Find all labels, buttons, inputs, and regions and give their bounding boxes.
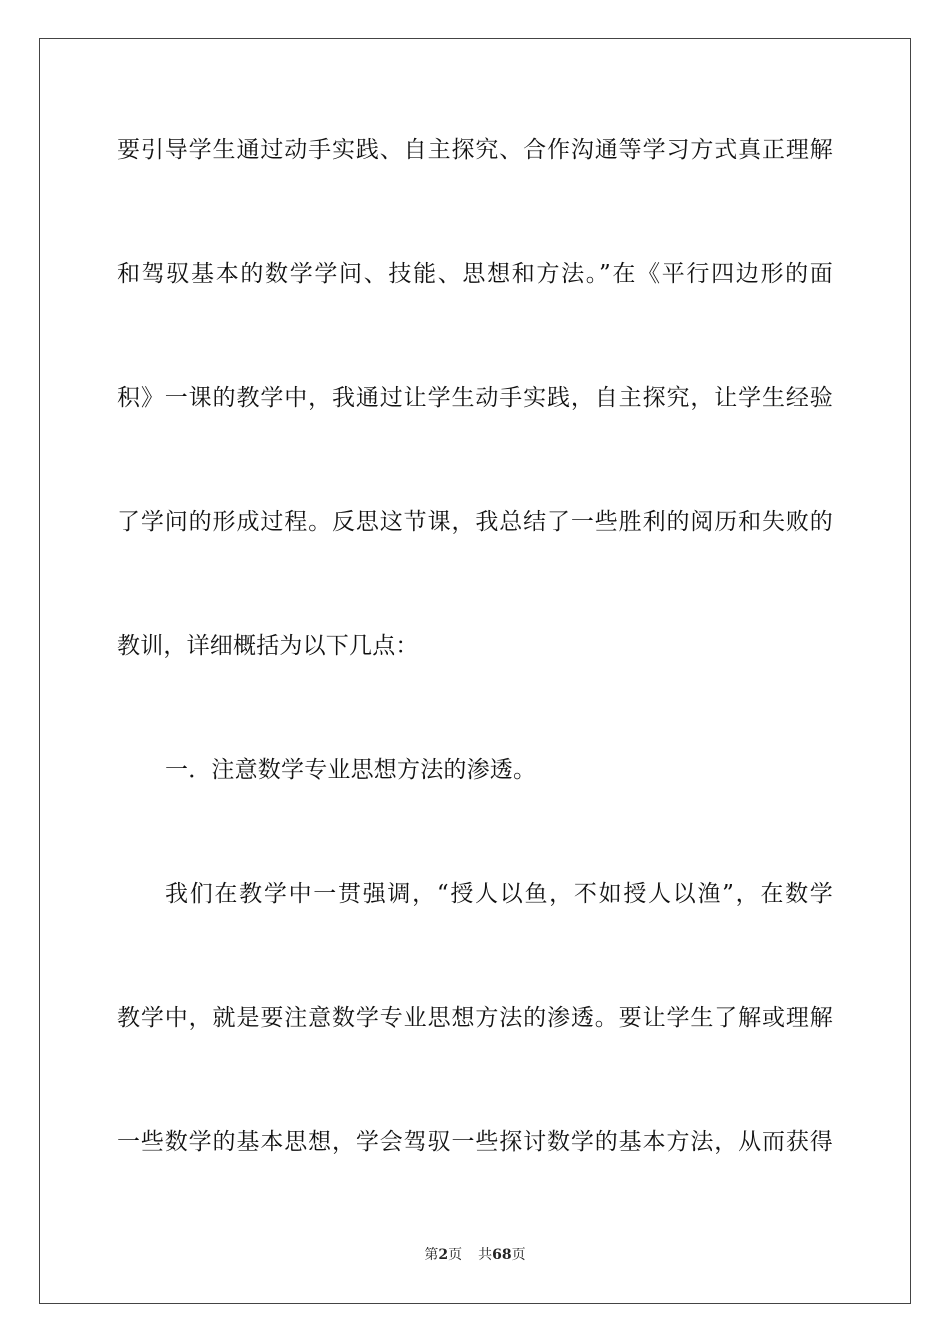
paragraph-line-7: 我们在教学中一贯强调，“授人以鱼，不如授人以渔”，在数学 — [165, 881, 833, 907]
total-prefix: 共 — [478, 1247, 493, 1263]
total-pages: 68 — [492, 1247, 512, 1263]
page-prefix: 第 — [424, 1247, 439, 1263]
page-footer — [0, 1246, 950, 1264]
paragraph-line-1: 要引导学生通过动手实践、自主探究、合作沟通等学习方式真正理解 — [117, 137, 833, 163]
paragraph-line-8: 教学中，就是要注意数学专业思想方法的渗透。要让学生了解或理解 — [117, 1005, 833, 1031]
section-heading: 一．注意数学专业思想方法的渗透。 — [165, 757, 537, 783]
paragraph-line-3: 积》一课的教学中，我通过让学生动手实践，自主探究，让学生经验 — [117, 385, 833, 411]
total-suffix: 页 — [511, 1247, 526, 1263]
paragraph-line-9: 一些数学的基本思想，学会驾驭一些探讨数学的基本方法，从而获得 — [117, 1129, 833, 1155]
paragraph-line-4: 了学问的形成过程。反思这节课，我总结了一些胜利的阅历和失败的 — [117, 509, 833, 535]
paragraph-line-2: 和驾驭基本的数学学问、技能、思想和方法。”在《平行四边形的面 — [117, 261, 833, 287]
paragraph-line-5: 教训，详细概括为以下几点： — [117, 633, 419, 659]
page-number: 2 — [438, 1247, 449, 1263]
page-border — [39, 38, 911, 1304]
page-suffix: 页 — [448, 1247, 463, 1263]
